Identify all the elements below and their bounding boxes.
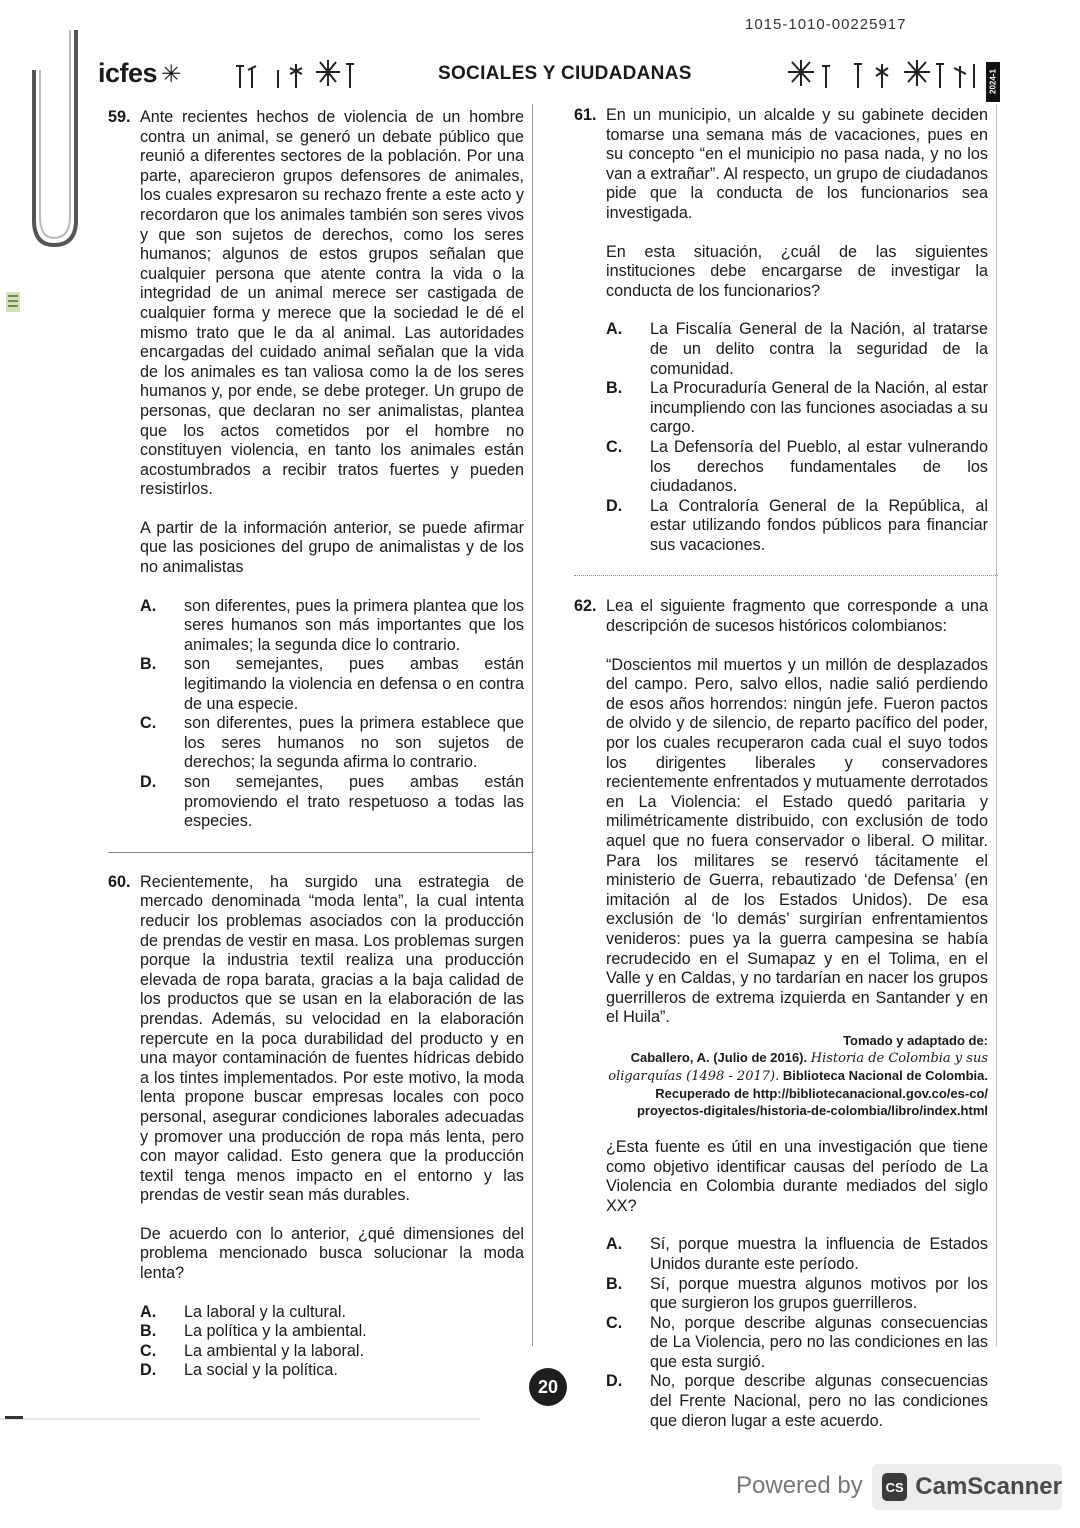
option-a[interactable] [140,597,524,656]
option-text: son semejantes, pues ambas están legitimando la violencia en defensa o en contra de una especie. [184,655,524,713]
question-stem: ¿Esta fuente es útil en una investigación que tiene como objetivo identificar causas del período de La Violencia en Colombia durante mediados del siglo XX? [606,1137,988,1215]
options-list [140,1303,524,1381]
question-60 [108,873,524,1381]
question-61 [574,106,988,555]
option-letter: A. [606,320,623,339]
option-text: La Contraloría General de la República, al estar utilizando fondos públicos para financiar sus vacaciones. [650,496,988,554]
question-number: 61. [574,106,597,124]
question-stem: En esta situación, ¿cuál de las siguientes instituciones debe encargarse de investigar la conducta de los funcionarios? [606,242,988,300]
option-d[interactable] [140,1361,524,1381]
option-letter: B. [140,1322,157,1341]
question-text: En un municipio, un alcalde y su gabinete deciden tomarse una semana más de vacaciones, pues en su concepto “en el municipio no pasa nada, y no los van a extrañar”. Al respecto, un grupo de ciudadanos pide que la conducta de los funcionarios sea investigada. [606,106,988,222]
option-letter: C. [140,714,157,733]
option-d[interactable] [606,1372,988,1431]
camscanner-logo-icon: CS [882,1473,907,1501]
source-url-line-2: proyectos-digitales/historia-de-colombia/libro/index.html [636,1102,988,1118]
option-text: La ambiental y la laboral. [184,1341,364,1360]
bottom-rule [0,1418,480,1420]
historical-quote: “Doscientos mil muertos y un millón de desplazados del campo. Pero, salvo ellos, nadie salió perdiendo de esos años horrendos: ningún jefe. Fueron pactos de olvido y de silencio, de reparto pacífico del poder, por los cuales recuperaron cada cual el suyo todos los dirigentes liberales y conservadores recientemente enfrentados y mutuamente derrotados en La Violencia: el Estado quedó paritaria y milimétricamente distribuido, con exclusión de todo aquel que no fuera conservador o liberal. O militar. Para los militares se reservó tácitamente el ministerio de Guerra, rebautizado ‘de Defensa’ (en imitación al de los Estados Unidos). De esa exclusión de ‘lo demás’ surgirían enfrentamientos venideros: pues ya la guerra campesina se había recrudecido en el Sumapaz y en el Tolima, en el Valle y en Caldas, y no tardarían en nacer los grupos guerrilleros de extrema izquierda en Santander y en el Huila”. [606,655,988,1027]
options-list [140,597,524,832]
option-b[interactable] [606,1275,988,1314]
option-letter: C. [606,437,623,456]
option-text: Sí, porque muestra algunos motivos por los que surgieron los grupos guerrilleros. [650,1274,988,1313]
bottom-dash [5,1416,23,1419]
logo-mark-icon: ✳ [161,61,181,88]
question-text: Recientemente, ha surgido una estrategia de mercado denominada “moda lenta”, la cual intenta reducir los problemas asociados con la producción de prendas de vestir en masa. Los problemas surgen porque la industria textil realiza una producción elevada de ropa barata, gracias a la baja calidad de los productos que se usan en la elaboración de las prendas. Además, su velocidad en la elaboración repercute en la poca durabilidad del producto y en una mayor contaminación de fuentes hídricas debido a los tintes implementados. Por este motivo, la moda lenta propone buscar empresas locales con poco personal, asegurar condiciones laborales adecuadas y promover una producción de ropa más lenta, pero con mayor calidad. Esto genera que la producción textil tenga menos impacto en el entorno y las prendas de vestir sean más durables. [140,872,524,1205]
option-c[interactable] [140,714,524,773]
paper-clip-icon [28,30,88,250]
option-letter: C. [140,1341,157,1360]
option-text: Sí, porque muestra la influencia de Estados Unidos durante este período. [650,1235,988,1273]
side-stamp-icon [4,290,22,314]
option-d[interactable] [606,497,988,556]
right-column [574,106,988,1431]
source-url-line-1: Recuperado de http://bibliotecanacional.gov.co/es-co/ [655,1085,988,1101]
source-citation [606,1032,988,1119]
option-letter: D. [606,496,623,515]
source-title: Historia de Colombia y sus oligarquías (1498 - 2017). [608,1050,988,1084]
option-b[interactable] [140,1322,524,1342]
year-badge: 2024-1 [986,62,1000,102]
question-59 [108,108,524,832]
left-column [108,108,524,1381]
question-62 [574,597,988,1431]
option-letter: C. [606,1313,623,1332]
option-b[interactable] [140,655,524,714]
question-separator [574,575,998,577]
option-letter: D. [140,773,157,791]
option-c[interactable] [606,1314,988,1373]
option-c[interactable] [606,438,988,497]
camscanner-badge [872,1464,1062,1510]
option-text: La política y la ambiental. [184,1322,367,1341]
option-letter: B. [606,379,623,398]
option-letter: D. [606,1372,623,1391]
header-figures-left-icon [230,56,390,92]
option-d[interactable] [140,773,524,832]
option-text: No, porque describe algunas consecuencias del Frente Nacional, pero no las condiciones que dieron lugar a este acuerdo. [650,1372,988,1430]
option-letter: A. [140,1302,157,1321]
question-number: 62. [574,597,597,616]
option-text: La Fiscalía General de la Nación, al tratarse de un delito contra la seguridad de la comunidad. [650,320,988,378]
question-number: 59. [108,108,131,126]
option-letter: A. [606,1235,623,1254]
camscanner-name: CamScanner [915,1473,1062,1500]
subject-title: SOCIALES Y CIUDADANAS [438,63,692,84]
option-letter: B. [606,1274,623,1293]
option-text: La Procuraduría General de la Nación, al estar incumpliendo con las funciones asociadas a su cargo. [650,379,988,437]
option-text: La Defensoría del Pueblo, al estar vulnerando los derechos fundamentales de los ciudadanos. [650,437,988,496]
header-figures-right-icon [788,56,984,92]
question-text: Lea el siguiente fragmento que corresponde a una descripción de sucesos históricos colombianos: [606,597,988,636]
document-code: 1015-1010-00225917 [745,16,907,33]
powered-by-text: Powered by [736,1472,863,1499]
option-text: La laboral y la cultural. [184,1302,346,1321]
logo-text: icfes [98,58,158,88]
option-text: son diferentes, pues la primera establece que los seres humanos no son sujetos de derechos; la segunda afirma lo contrario. [184,714,524,772]
option-text: son diferentes, pues la primera plantea que los seres humanos son más importantes que los animales; la segunda dice lo contrario. [184,596,524,654]
option-text: son semejantes, pues ambas están promoviendo el trato respetuoso a todas las especies. [184,773,524,831]
option-letter: B. [140,655,157,674]
options-list [606,320,988,555]
question-separator [108,852,534,853]
option-text: La social y la política. [184,1361,338,1380]
option-b[interactable] [606,379,988,438]
source-intro: Tomado y adaptado de: [843,1032,988,1048]
source-author: Caballero, A. (Julio de 2016). [630,1049,808,1065]
question-text: Ante recientes hechos de violencia de un hombre contra un animal, se generó un debate público que reunió a diferentes sectores de la población. Por una parte, aparecieron grupos defensores de animales, los cuales expresaron su rechazo frente a este acto y recordaron que los animales también son seres vivos y que son sujetos de derechos, como los seres humanos; algunos de estos grupos señalan que cualquier persona que atente contra la vida o la integridad de un animal merece ser castigada de cualquier forma y merece que la sociedad le dé el mismo trato que le da al animal. Las autoridades encargadas del cuidado animal señalan que la vida de los animales es tan valiosa como la de los seres humanos y, por ende, se debe proteger. Un grupo de personas, que declaran no ser animalistas, plantea que los actos cometidos por el hombre no constituyen violencia, en tanto los animales están acostumbrados a recibir tratos fuertes y pueden resistirlos. [140,108,524,499]
icfes-logo [98,58,181,89]
question-stem: A partir de la información anterior, se puede afirmar que las posiciones del grupo de animalistas y de los no animalistas [140,518,524,577]
column-divider [532,104,533,1346]
options-list [606,1235,988,1431]
source-publisher: Biblioteca Nacional de Colombia. [782,1067,988,1083]
column-border-right [996,104,997,1346]
option-letter: A. [140,596,157,615]
page-number: 20 [529,1368,567,1406]
question-number: 60. [108,872,131,891]
option-c[interactable] [140,1342,524,1362]
option-a[interactable] [140,1303,524,1323]
source-author-title [606,1049,988,1085]
option-letter: D. [140,1361,157,1380]
question-stem: De acuerdo con lo anterior, ¿qué dimensiones del problema mencionado busca solucionar la moda lenta? [140,1224,524,1283]
option-text: No, porque describe algunas consecuencias de La Violencia, pero no las condiciones en las que esta surgió. [650,1313,988,1371]
option-a[interactable] [606,320,988,379]
option-a[interactable] [606,1235,988,1274]
